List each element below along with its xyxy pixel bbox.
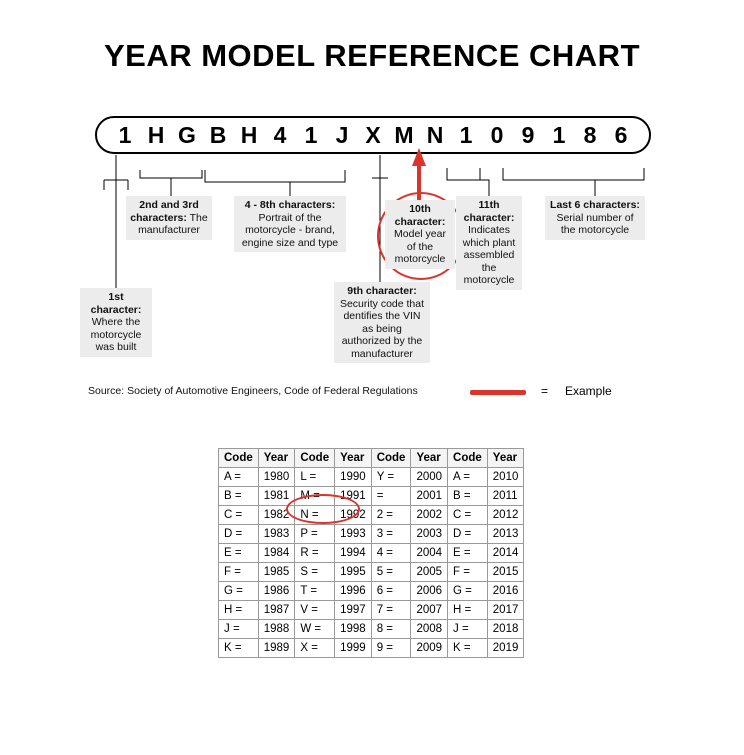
table-cell: H =: [448, 601, 488, 620]
table-cell: K =: [219, 639, 259, 658]
highlight-circle-m-1991: [286, 494, 360, 524]
table-cell: H =: [219, 601, 259, 620]
table-cell: 2013: [487, 525, 524, 544]
table-cell: F =: [448, 563, 488, 582]
table-cell: G =: [448, 582, 488, 601]
table-cell: 7 =: [371, 601, 411, 620]
callout-11th-character: [456, 196, 522, 290]
table-cell: 1984: [258, 544, 295, 563]
vin-character: H: [147, 122, 165, 148]
vin-character: N: [426, 122, 444, 148]
table-cell: J =: [219, 620, 259, 639]
callout-heading: Last 6 characters:: [550, 199, 640, 211]
callout-heading: 11th character:: [463, 199, 515, 224]
table-cell: Y =: [371, 468, 411, 487]
table-cell: 1999: [335, 639, 372, 658]
table-row: [219, 601, 524, 620]
table-row: [219, 468, 524, 487]
table-row: [219, 487, 524, 506]
vin-character: B: [209, 122, 227, 148]
table-row: [219, 525, 524, 544]
table-cell: J =: [448, 620, 488, 639]
vin-character: M: [394, 122, 414, 148]
table-cell: 2015: [487, 563, 524, 582]
table-cell: 1988: [258, 620, 295, 639]
table-cell: T =: [295, 582, 335, 601]
table-cell: S =: [295, 563, 335, 582]
table-header-cell: Code: [371, 449, 411, 468]
callout-text: Security code that dentifies the VIN as being authorized by the manufacturer: [339, 297, 425, 360]
vin-character: J: [335, 122, 349, 148]
table-cell: 3 =: [371, 525, 411, 544]
table-cell: 1991: [335, 487, 372, 506]
table-cell: 8 =: [371, 620, 411, 639]
code-year-table: [218, 448, 524, 658]
table-header-cell: Code: [448, 449, 488, 468]
vin-character: 1: [118, 122, 132, 148]
table-cell: M =: [295, 487, 335, 506]
table-cell: N =: [295, 506, 335, 525]
table-header-cell: Code: [219, 449, 259, 468]
table-cell: 1980: [258, 468, 295, 487]
callout-text: The manufacturer: [138, 211, 208, 236]
callout-text: Portrait of the motorcycle - brand, engine size and type: [241, 211, 339, 249]
table-cell: 1983: [258, 525, 295, 544]
table-cell: A =: [219, 468, 259, 487]
table-cell: F =: [219, 563, 259, 582]
vin-character: X: [365, 122, 381, 148]
table-header-row: [219, 449, 524, 468]
table-cell: 2011: [487, 487, 524, 506]
table-cell: C =: [448, 506, 488, 525]
table-cell: 2000: [411, 468, 448, 487]
vin-character: 0: [490, 122, 504, 148]
table-cell: 6 =: [371, 582, 411, 601]
table-cell: 2001: [411, 487, 448, 506]
table-cell: R =: [295, 544, 335, 563]
vin-character: 9: [521, 122, 535, 148]
callout-10th-character: [385, 200, 455, 269]
table-cell: L =: [295, 468, 335, 487]
table-cell: 1993: [335, 525, 372, 544]
table-cell: 2007: [411, 601, 448, 620]
vin-character: G: [178, 122, 196, 148]
vin-character: 6: [614, 122, 628, 148]
table-cell: G =: [219, 582, 259, 601]
table-cell: K =: [448, 639, 488, 658]
table-row: [219, 563, 524, 582]
table-cell: 4 =: [371, 544, 411, 563]
callout-last-6-characters: [545, 196, 645, 240]
table-cell: X =: [295, 639, 335, 658]
callout-heading: 2nd and 3rd characters:: [130, 199, 199, 224]
table-cell: P =: [295, 525, 335, 544]
table-row: [219, 544, 524, 563]
table-cell: 1997: [335, 601, 372, 620]
table-cell: 5 =: [371, 563, 411, 582]
table-cell: 2006: [411, 582, 448, 601]
table-cell: 2016: [487, 582, 524, 601]
callout-heading: 9th character:: [347, 285, 417, 297]
table-header-cell: Year: [258, 449, 295, 468]
table-cell: D =: [448, 525, 488, 544]
vin-character: 8: [583, 122, 597, 148]
table-cell: E =: [448, 544, 488, 563]
table-cell: 1995: [335, 563, 372, 582]
table-cell: 1996: [335, 582, 372, 601]
table-cell: B =: [448, 487, 488, 506]
table-cell: 1990: [335, 468, 372, 487]
table-cell: 2002: [411, 506, 448, 525]
callout-heading: 10th character:: [394, 203, 446, 228]
callout-text: Indicates which plant assembled the motorcycle: [462, 224, 516, 286]
table-header-cell: Code: [295, 449, 335, 468]
callout-heading: 4 - 8th characters:: [244, 199, 336, 211]
table-cell: 2017: [487, 601, 524, 620]
table-cell: 2004: [411, 544, 448, 563]
table-cell: 1989: [258, 639, 295, 658]
table-row: [219, 639, 524, 658]
table-cell: 2012: [487, 506, 524, 525]
legend-example-label: Example: [565, 384, 612, 398]
table-cell: 2008: [411, 620, 448, 639]
callout-1st-character: [80, 288, 152, 357]
table-cell: D =: [219, 525, 259, 544]
table-cell: 1994: [335, 544, 372, 563]
legend-equals-sign: =: [541, 384, 549, 398]
callout-text: Where the motorcycle was built: [90, 316, 142, 353]
table-cell: 1985: [258, 563, 295, 582]
table-cell: 1998: [335, 620, 372, 639]
table-cell: 2005: [411, 563, 448, 582]
table-cell: A =: [448, 468, 488, 487]
table-cell: =: [371, 487, 411, 506]
callout-2nd-3rd-characters: [126, 196, 212, 240]
table-header-cell: Year: [411, 449, 448, 468]
table-cell: 2 =: [371, 506, 411, 525]
page-title: YEAR MODEL REFERENCE CHART: [103, 38, 641, 73]
callout-9th-character: [334, 282, 430, 363]
table-row: [219, 506, 524, 525]
table-cell: 2014: [487, 544, 524, 563]
callout-text: Serial number of the motorcycle: [556, 211, 634, 236]
table-row: [219, 620, 524, 639]
vin-character: 1: [304, 122, 318, 148]
callout-4th-8th-characters: [234, 196, 346, 252]
table-cell: 1982: [258, 506, 295, 525]
callout-heading: 1st character:: [90, 291, 142, 316]
table-cell: C =: [219, 506, 259, 525]
table-cell: V =: [295, 601, 335, 620]
source-note: Source: Society of Automotive Engineers, Code of Federal Regulations: [88, 385, 418, 397]
callout-text: Model year of the motorcycle: [394, 228, 446, 265]
table-header-cell: Year: [335, 449, 372, 468]
table-row: [219, 582, 524, 601]
vin-character: 1: [459, 122, 473, 148]
table-cell: 1992: [335, 506, 372, 525]
table-cell: 9 =: [371, 639, 411, 658]
table-cell: 2018: [487, 620, 524, 639]
table-cell: 2010: [487, 468, 524, 487]
table-cell: B =: [219, 487, 259, 506]
table-header-cell: Year: [487, 449, 524, 468]
vin-character: H: [240, 122, 258, 148]
vin-character: 4: [273, 122, 287, 148]
vin-number-capsule: [95, 116, 651, 154]
table-cell: E =: [219, 544, 259, 563]
table-cell: 2009: [411, 639, 448, 658]
table-cell: 2019: [487, 639, 524, 658]
table-cell: W =: [295, 620, 335, 639]
legend-red-dash-icon: [470, 390, 526, 395]
vin-character: 1: [552, 122, 566, 148]
table-cell: 1981: [258, 487, 295, 506]
table-cell: 1986: [258, 582, 295, 601]
table-cell: 2003: [411, 525, 448, 544]
table-cell: 1987: [258, 601, 295, 620]
